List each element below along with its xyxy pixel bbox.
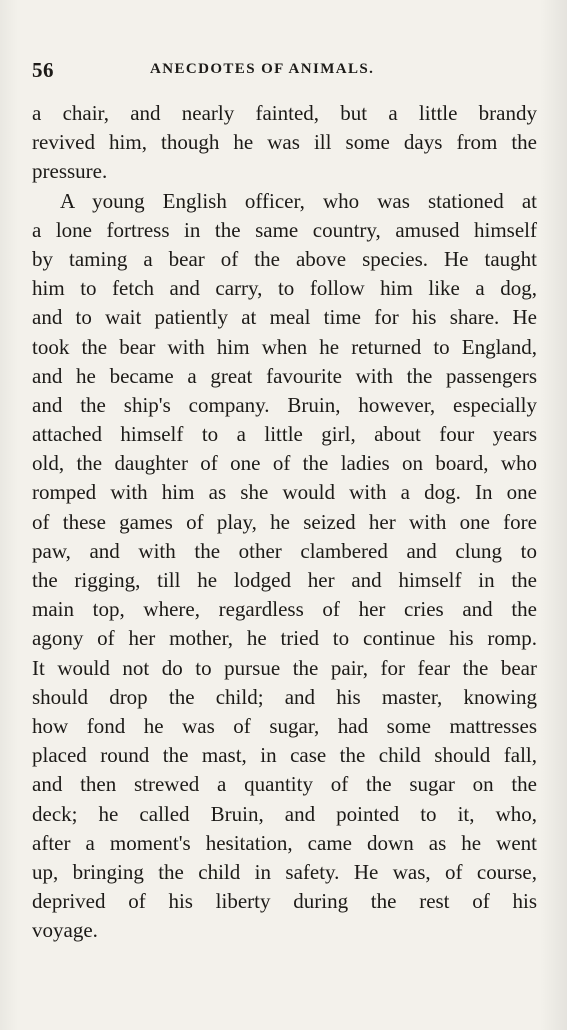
text-line: romped with him as she would with a dog. In one — [32, 480, 537, 505]
text-line: should drop the child; and his master, knowing — [32, 684, 537, 709]
text-line: deprived of his liberty during the rest of his — [32, 889, 537, 914]
text-line: deck; he called Bruin, and pointed to it, who, — [32, 801, 537, 826]
text-line: him to fetch and carry, to follow him like a dog, — [32, 276, 537, 301]
text-line: a chair, and nearly fainted, but a little brandy — [32, 101, 537, 125]
text-line: after a moment's hesitation, came down as he went — [32, 830, 537, 855]
page-header — [32, 58, 537, 86]
text-line: how fond he was of sugar, had some mattresses — [32, 713, 537, 738]
text-line: of these games of play, he seized her with one fore — [32, 509, 537, 534]
text-line: the rigging, till he lodged her and himself in the — [32, 568, 537, 592]
text-line: up, bringing the child in safety. He was, of course, — [32, 859, 537, 884]
page-number: 56 — [32, 58, 54, 82]
text-line: a lone fortress in the same country, amused himself — [32, 217, 537, 242]
text-line: A young English officer, who was stationed at — [60, 188, 537, 213]
text-line: paw, and with the other clambered and clung to — [32, 538, 537, 563]
text-line: and then strewed a quantity of the sugar on the — [32, 772, 537, 797]
text-line: attached himself to a little girl, about four years — [32, 422, 537, 447]
text-line: took the bear with him when he returned to England, — [32, 334, 537, 359]
body-text — [32, 99, 537, 945]
text-line: old, the daughter of one of the ladies on board, who — [32, 451, 537, 476]
text-line: agony of her mother, he tried to continue his romp. — [32, 626, 537, 651]
text-line: voyage. — [32, 918, 98, 943]
text-line: and the ship's company. Bruin, however, especially — [32, 392, 537, 417]
text-line: pressure. — [32, 159, 108, 184]
running-head: ANECDOTES OF ANIMALS. — [150, 61, 375, 77]
text-line: revived him, though he was ill some days from the — [32, 130, 537, 155]
text-line: by taming a bear of the above species. He taught — [32, 246, 537, 271]
text-line: main top, where, regardless of her cries and the — [32, 597, 537, 622]
text-line: placed round the mast, in case the child should fall, — [32, 743, 537, 768]
text-line: and he became a great favourite with the passengers — [32, 363, 537, 388]
text-line: and to wait patiently at meal time for his share. He — [32, 305, 537, 330]
text-line: It would not do to pursue the pair, for fear the bear — [32, 655, 537, 680]
